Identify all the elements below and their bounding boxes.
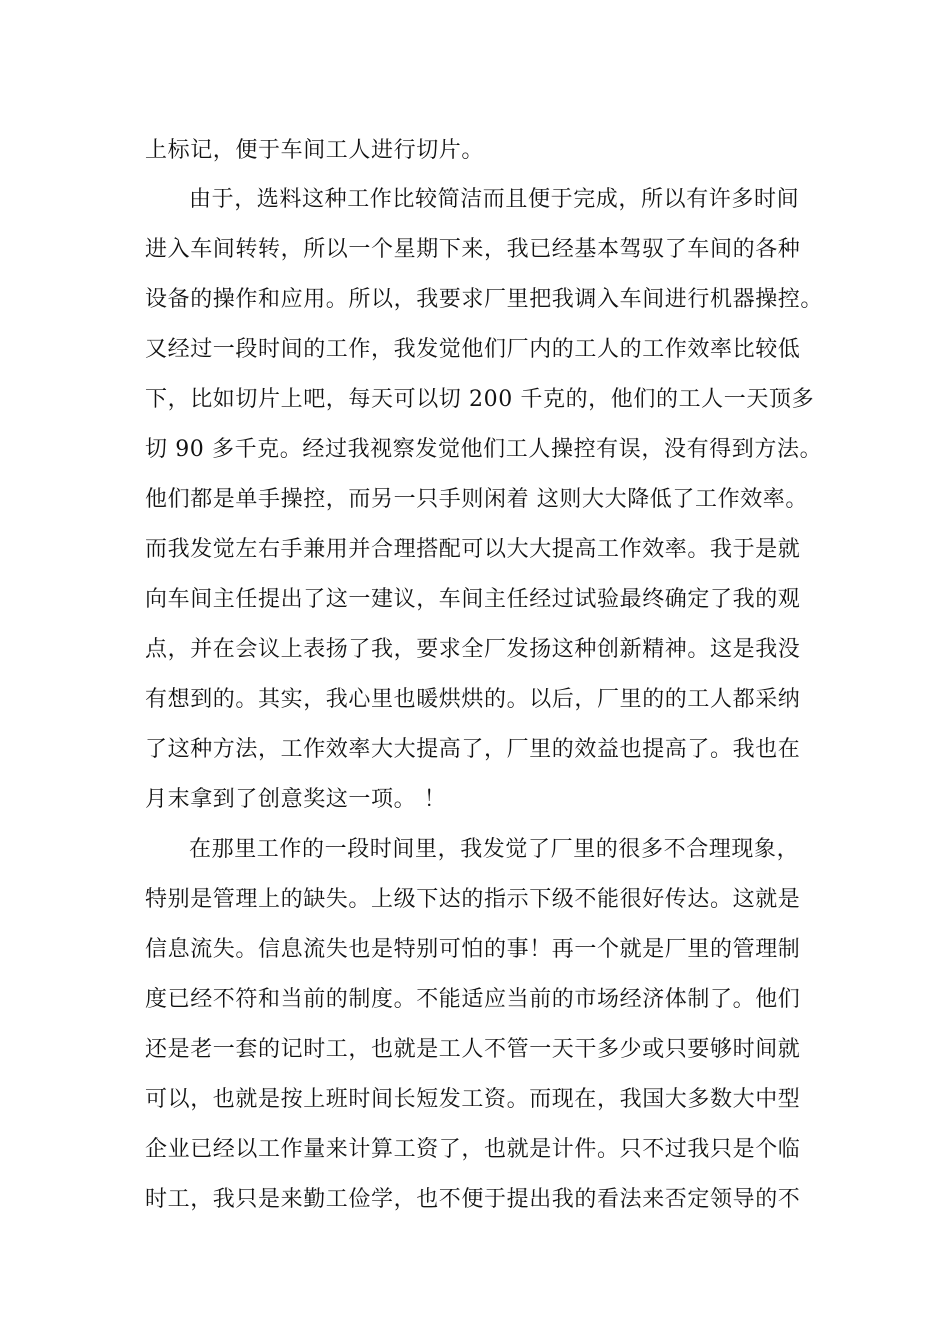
text-line: 可以，也就是按上班时间长短发工资。而现在，我国大多数大中型 bbox=[145, 1087, 801, 1112]
text-line: 上标记，便于车间工人进行切片。 bbox=[145, 138, 485, 163]
text-line: 而我发觉左右手兼用并合理搭配可以大大提高工作效率。我于是就 bbox=[145, 537, 801, 562]
text-line: 设备的操作和应用。所以，我要求厂里把我调入车间进行机器操控。 bbox=[145, 287, 824, 312]
text-line: 时工，我只是来勤工俭学，也不便于提出我的看法来否定领导的不 bbox=[145, 1187, 801, 1212]
text-line: 他们都是单手操控，而另一只手则闲着 这则大大降低了工作效率。 bbox=[145, 487, 808, 512]
text-line: 了这种方法，工作效率大大提高了，厂里的效益也提高了。我也在 bbox=[145, 737, 801, 762]
text-line: 下，比如切片上吧，每天可以切 200 千克的，他们的工人一天顶多 bbox=[145, 387, 815, 412]
text-line: 信息流失。信息流失也是特别可怕的事！再一个就是厂里的管理制 bbox=[145, 937, 801, 962]
text-line: 还是老一套的记时工，也就是工人不管一天干多少或只要够时间就 bbox=[145, 1037, 801, 1062]
text-line: 月末拿到了创意奖这一项。 ！ bbox=[145, 787, 447, 812]
paragraph-first-line: 在那里工作的一段时间里，我发觉了厂里的很多不合理现象， bbox=[189, 837, 800, 862]
text-line: 向车间主任提出了这一建议，车间主任经过试验最终确定了我的观 bbox=[145, 587, 801, 612]
text-line: 进入车间转转，所以一个星期下来，我已经基本驾驭了车间的各种 bbox=[145, 237, 801, 262]
text-line: 又经过一段时间的工作，我发觉他们厂内的工人的工作效率比较低 bbox=[145, 337, 801, 362]
text-line: 特别是管理上的缺失。上级下达的指示下级不能很好传达。这就是 bbox=[145, 887, 801, 912]
text-line: 切 90 多千克。经过我视察发觉他们工人操控有误，没有得到方法。 bbox=[145, 437, 823, 462]
paragraph-first-line: 由于，选料这种工作比较简洁而且便于完成，所以有许多时间 bbox=[189, 187, 800, 212]
text-line: 度已经不符和当前的制度。不能适应当前的市场经济体制了。他们 bbox=[145, 987, 801, 1012]
text-line: 点，并在会议上表扬了我，要求全厂发扬这种创新精神。这是我没 bbox=[145, 637, 801, 662]
text-line: 企业已经以工作量来计算工资了，也就是计件。只不过我只是个临 bbox=[145, 1137, 801, 1162]
text-line: 有想到的。其实，我心里也暖烘烘的。以后，厂里的的工人都采纳 bbox=[145, 687, 801, 712]
